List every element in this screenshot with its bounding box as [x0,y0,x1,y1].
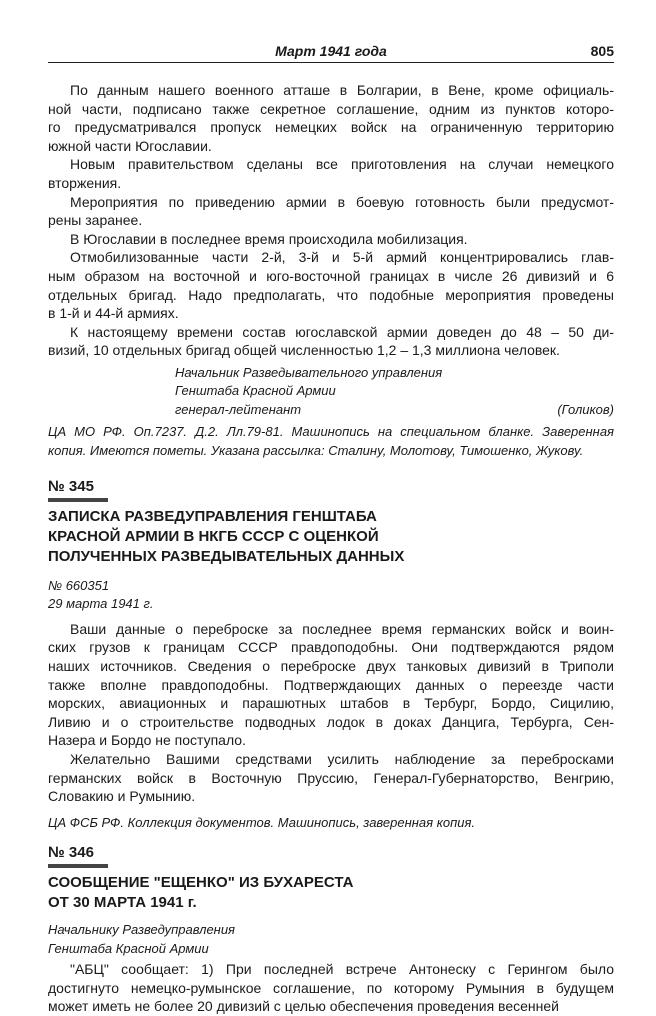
text-line: Генштаба Красной Армии [175,383,336,399]
text-line: Новым правительством сделаны все приготовления на случаи немецкого [70,156,614,173]
text-line: Начальнику Разведуправления [48,922,236,938]
archive-source [48,423,614,460]
text-line: также вполне правдоподобны. Подтверждающих данных о переезде части [48,676,614,693]
doc-346-body [48,960,614,1016]
text-line: ной части, подписано также секретное соглашение, одним из пунктов которо- [48,100,614,117]
document-date: 29 марта 1941 г. [48,596,154,612]
text-line: рены заранее. [48,212,143,229]
document-title [48,507,614,567]
paragraph [48,248,614,322]
text-line: вторжения. [48,174,122,191]
document-number: № 345 [48,477,94,495]
text-line: наших источников. Сведения о переброске двух танковых дивизий в Триполи [48,657,614,674]
text-line: ЦА ФСБ РФ. Коллекция документов. Машинопись, заверенная копия. [48,814,476,830]
text-line: го предусматривался пропуск немецких войск на ограниченную территорию [48,119,614,136]
text-line: южной части Югославии. [48,137,212,154]
text-line: СООБЩЕНИЕ "ЕЩЕНКО" ИЗ БУХАРЕСТА [48,874,354,892]
text-line: Отмобилизованные части 2-й, 3-й и 5-й армий концентрировались глав- [70,249,614,266]
text-line: КРАСНОЙ АРМИИ В НКГБ СССР С ОЦЕНКОЙ [48,527,379,545]
header-title: Март 1941 года [275,43,387,59]
text-line: Словакию и Румынию. [48,788,196,805]
text-line: копия. Имеются пометы. Указана рассылка: Сталину, Молотову, Тимошенко, Жукову. [48,442,584,458]
text-line: По данным нашего военного атташе в Болгарии, в Вене, кроме официаль- [70,82,614,98]
text-line: ских грузов к границам СССР правдоподобны. Они подтверждаются рядом [48,639,614,656]
text-line: Ваши данные о переброске за последнее время германских войск и воин- [70,620,614,637]
text-line: Назера и Бордо не поступало. [48,732,246,749]
text-line: в 1-й и 44-й армиях. [48,305,179,322]
text-line: ЗАПИСКА РАЗВЕДУПРАВЛЕНИЯ ГЕНШТАБА [48,507,377,525]
number-underline [48,498,108,502]
addressee [48,921,614,958]
registration-number: № 660351 [48,577,110,593]
number-underline [48,864,108,868]
text-line: ОТ 30 МАРТА 1941 г. [48,894,197,912]
doc-344-body [48,81,614,360]
running-header [48,40,614,63]
text-line: В Югославии в последнее время происходила мобилизация. [70,230,468,247]
paragraph [48,960,614,1016]
document-page [48,40,614,1016]
paragraph [48,323,614,360]
text-line: генерал-лейтенант [175,401,302,417]
text-line: может иметь не более 20 дивизий с целью обеспечения проведения весенней [48,998,559,1015]
paragraph [48,230,614,249]
paragraph [48,620,614,750]
signature-name: (Голиков) [557,401,614,417]
paragraph [48,193,614,230]
text-line: германских войск в Восточную Пруссию, Генерал-Губернаторство, Венгрию, [48,769,614,786]
text-line: Мероприятия по приведению армии в боевую готовность были предусмот- [70,193,614,210]
text-line: ЦА МО РФ. Оп.7237. Д.2. Лл.79-81. Машинопись на специальном бланке. Заверенная [48,424,614,440]
text-line: Генштаба Красной Армии [48,940,209,956]
document-title [48,873,614,913]
text-line: ным образом на восточной и юго-восточной границах в числе 26 дивизий и 6 [48,267,614,284]
text-line: визий, 10 отдельных бригад общей численностью 1,2 – 1,3 миллиона человек. [48,342,560,359]
text-line: К настоящему времени состав югославской армии доведен до 48 – 50 ди- [70,323,614,340]
text-line: Начальник Разведывательного управления [175,364,443,380]
text-line: ПОЛУЧЕННЫХ РАЗВЕДЫВАТЕЛЬНЫХ ДАННЫХ [48,547,405,565]
document-number: № 346 [48,844,94,862]
text-line: отдельных бригад. Надо предполагать, что подобные мероприятия проведены [48,286,614,303]
text-line: Желательно Вашими средствами усилить наблюдение за перебросками [70,750,614,767]
signature-block [175,364,614,419]
text-line: "АБЦ" сообщает: 1) При последней встрече Антонеску с Герингом было [70,960,614,977]
text-line: морских, авиационных и парашютных штабов в Тербург, Бордо, Сицилию, [48,695,614,712]
page-number: 805 [590,43,614,59]
text-line: достигнуто немецко-румынское соглашение, по которому Румыния в будущем [48,979,614,996]
text-line: Ливию и о строительстве подводных лодок в доках Данцига, Тербурга, Сен- [48,713,614,730]
paragraph [48,750,614,806]
paragraph [48,81,614,155]
doc-345-body [48,620,614,806]
paragraph [48,155,614,192]
archive-source [48,814,614,832]
